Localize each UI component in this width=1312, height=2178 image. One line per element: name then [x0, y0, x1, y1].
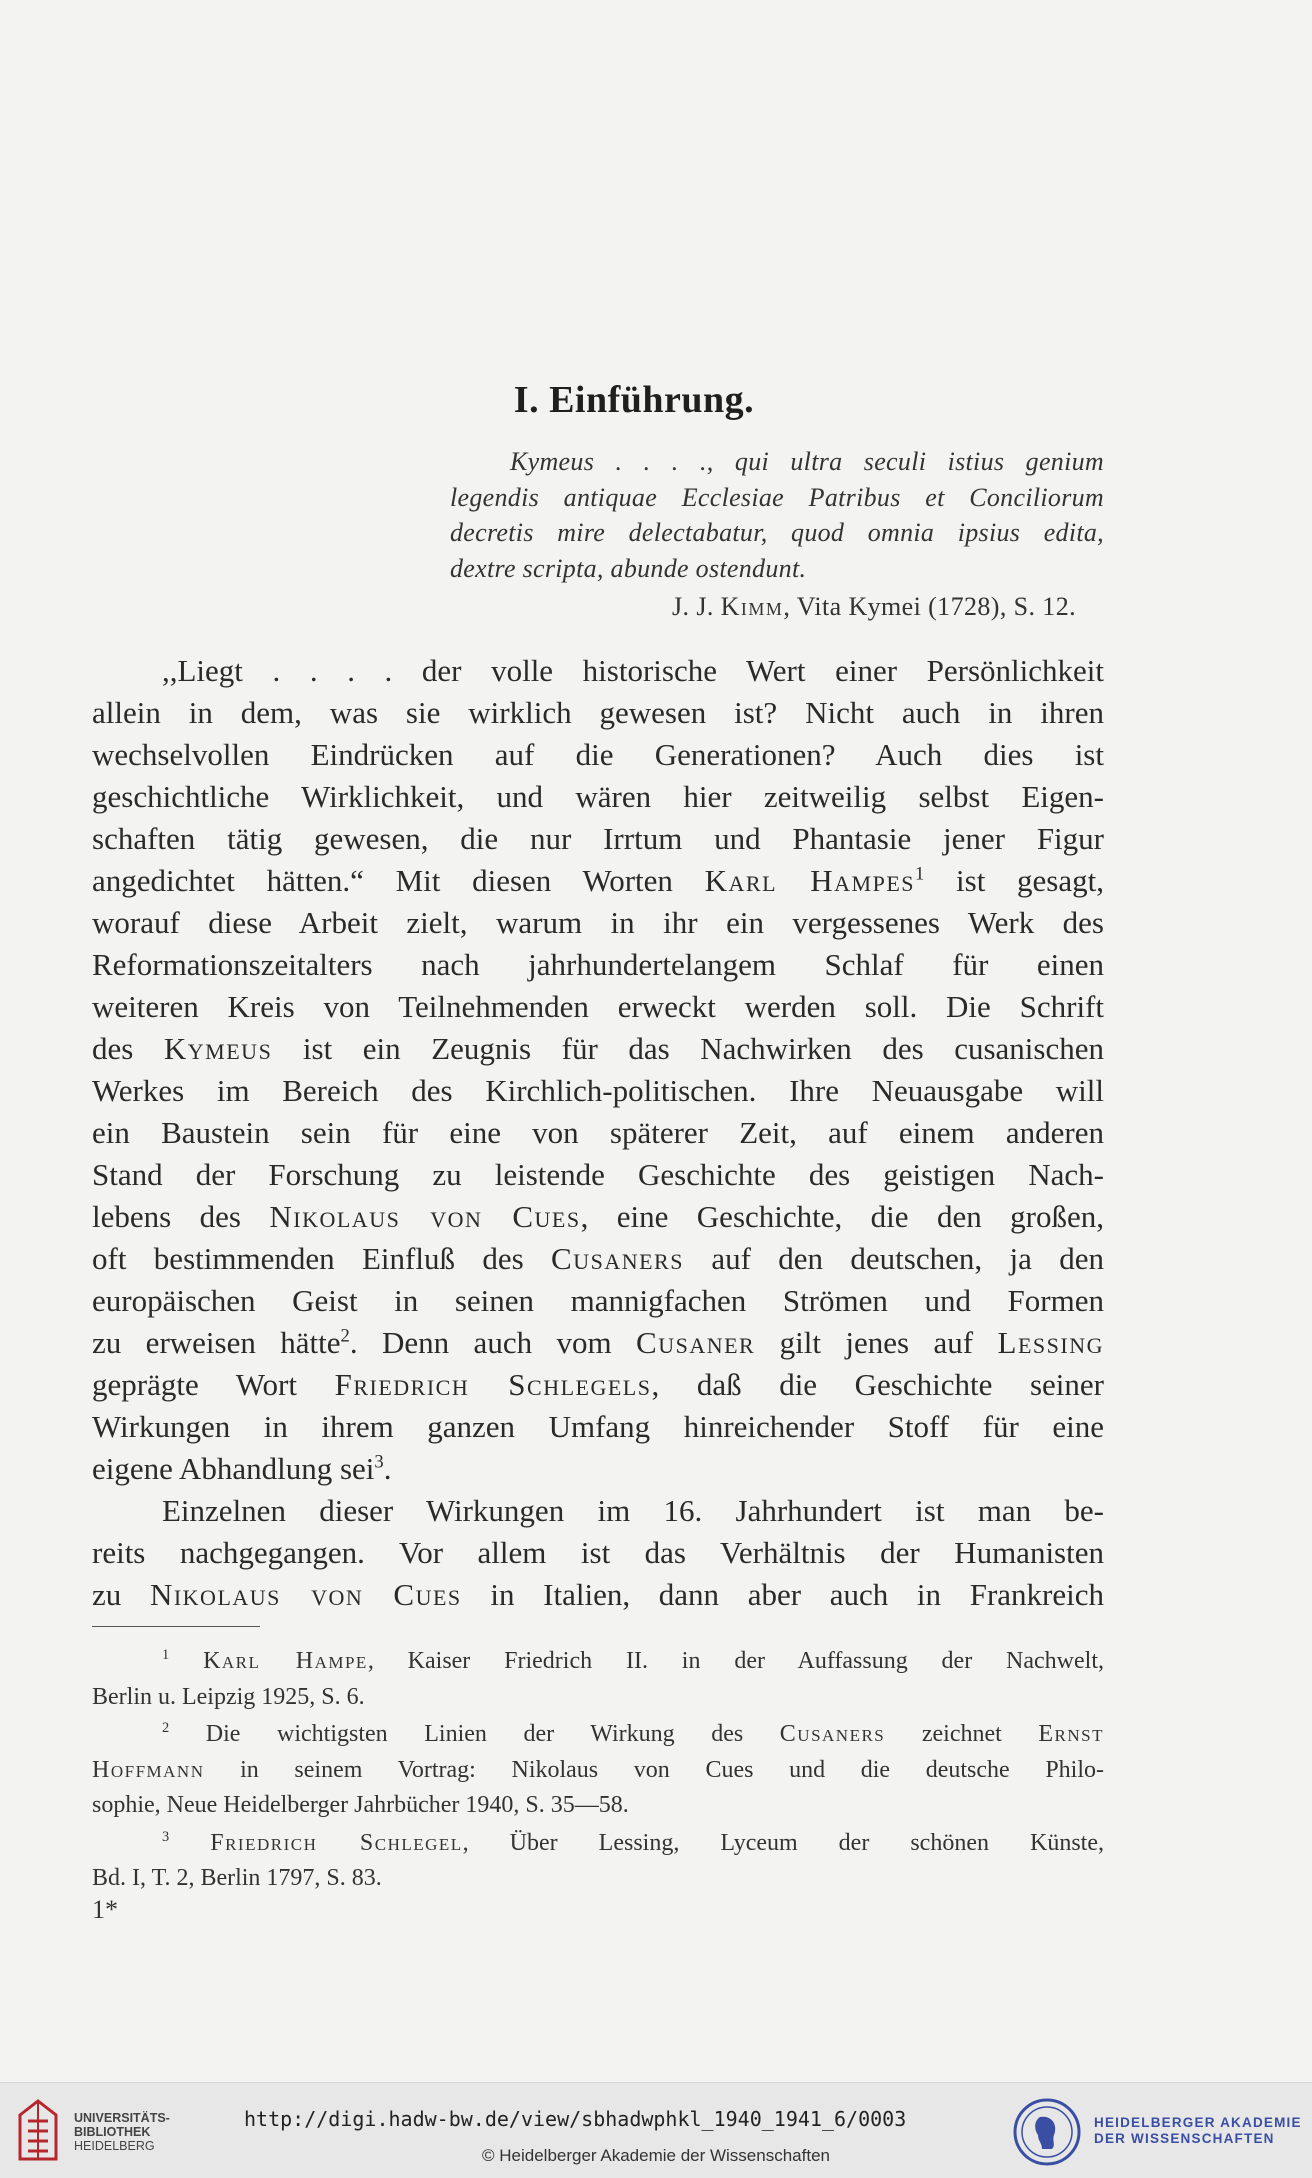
text-line [92, 1238, 1104, 1280]
footnote-number: 1 [162, 1647, 170, 1663]
text-line: allein in dem, was sie wirklich gewesen ist? Nicht auch in ihren [92, 695, 1104, 730]
text-line [92, 1196, 1104, 1238]
author-name: Friedrich Schlegel [210, 1829, 463, 1856]
text-line [92, 1448, 1104, 1490]
text-fragment: zeichnet [885, 1721, 1039, 1747]
footnote-separator [92, 1626, 260, 1627]
footnote-ref: 2 [340, 1325, 350, 1347]
text-line [92, 1028, 1104, 1070]
author-name: Lessing [997, 1325, 1104, 1360]
text-fragment: . Denn auch vom [349, 1325, 637, 1360]
footnote-ref: 3 [374, 1451, 384, 1473]
text-fragment: , Kaiser Friedrich II. in der Auffassung der Nachwelt, [367, 1648, 1104, 1674]
text-fragment: oft bestimmenden Einfluß des [92, 1241, 552, 1276]
text-fragment: zu [92, 1577, 150, 1612]
motto-line: decretis mire delectabatur, quod omnia ipsius edita, [450, 518, 1104, 547]
footnote-number: 2 [162, 1720, 170, 1736]
text-line: Reformationszeitalters nach jahrhundertelangem Schlaf für einen [92, 947, 1104, 982]
chapter-heading: I. Einführung. [513, 379, 755, 421]
signature-mark: 1* [92, 1895, 118, 1924]
author-name: Nikolaus von Cues [149, 1577, 462, 1612]
footnote-line [92, 1717, 1104, 1753]
text-line: ,,Liegt . . . . der volle historische Wert einer Persönlichkeit [162, 653, 1104, 688]
text-fragment: in seinem Vortrag: Nikolaus von Cues und die deutsche Philo- [204, 1756, 1104, 1783]
text-line: Werkes im Bereich des Kirchlich-politischen. Ihre Neuausgabe will [92, 1073, 1104, 1108]
footnote-line: sophie, Neue Heidelberger Jahrbücher 1940, S. 35—58. [92, 1792, 629, 1818]
text-line: wechselvollen Eindrücken auf die Generationen? Auch dies ist [92, 737, 1104, 772]
author-name: Cusaners [551, 1241, 684, 1276]
author-name: Cusaner [636, 1325, 756, 1360]
author-name: Cusaners [779, 1721, 886, 1747]
text-line: Wirkungen in ihrem ganzen Umfang hinreichender Stoff für eine [92, 1409, 1104, 1444]
author-name: Friedrich Schlegels [334, 1367, 652, 1402]
author-name: Ernst [1038, 1721, 1104, 1747]
attribution-source: , Vita Kymei (1728), S. 12. [783, 592, 1076, 621]
academy-name[interactable] [1094, 2115, 1302, 2147]
academy-line: HEIDELBERGER AKADEMIE [1094, 2115, 1302, 2130]
text-fragment: , eine Geschichte, die den großen, [580, 1199, 1104, 1234]
motto-line: Kymeus . . . ., qui ultra seculi istius genium [510, 447, 1104, 476]
attribution-prefix: J. J. [672, 592, 721, 621]
motto-line: legendis antiquae Ecclesiae Patribus et Conciliorum [450, 482, 1104, 512]
footnote-line [92, 1753, 1104, 1789]
text-fragment: ist ein Zeugnis für das Nachwirken des cusanischen [272, 1031, 1105, 1066]
academy-line: DER WISSENSCHAFTEN [1094, 2131, 1275, 2146]
viewer-footer [0, 2082, 1312, 2178]
author-name: Hoffmann [92, 1756, 205, 1783]
text-fragment: , daß die Geschichte seiner [651, 1367, 1104, 1402]
text-line [92, 860, 1104, 902]
latin-motto [450, 444, 1104, 586]
footnote-line [92, 1826, 1104, 1862]
text-fragment: auf den deutschen, ja den [683, 1241, 1104, 1276]
text-line: ein Baustein sein für eine von späterer Zeit, auf einem anderen [92, 1115, 1104, 1150]
author-name: Kymeus [163, 1031, 273, 1066]
motto-line: dextre scripta, abunde ostendunt. [450, 553, 807, 583]
text-fragment: Die wichtigsten Linien der Wirkung des [169, 1721, 780, 1747]
footnote-line [92, 1644, 1104, 1680]
text-line: europäischen Geist in seinen mannigfachen Strömen und Formen [92, 1283, 1104, 1318]
text-line: weiteren Kreis von Teilnehmenden erweckt werden soll. Die Schrift [92, 989, 1104, 1024]
text-fragment: gilt jenes auf [755, 1325, 998, 1360]
text-fragment: lebens des [92, 1199, 270, 1234]
permalink-url[interactable]: http://digi.hadw-bw.de/view/sbhadwphkl_1940_1941_6/0003 [244, 2107, 907, 2131]
text-fragment: in Italien, dann aber auch in Frankreich [461, 1577, 1105, 1612]
text-line: reits nachgegangen. Vor allem ist das Verhältnis der Humanisten [92, 1535, 1104, 1570]
text-fragment: ist gesagt, [924, 863, 1104, 898]
text-line: Stand der Forschung zu leistende Geschichte des geistigen Nach- [92, 1157, 1104, 1192]
author-name: Nikolaus von Cues [269, 1199, 581, 1234]
ub-line: BIBLIOTHEK [74, 2125, 151, 2139]
ub-line: HEIDELBERG [74, 2139, 155, 2153]
footnotes [92, 1644, 1104, 1897]
text-fragment: . [383, 1451, 392, 1486]
text-line: worauf diese Arbeit zielt, warum in ihr ein vergessenes Werk des [92, 905, 1104, 940]
text-fragment: eigene Abhandlung sei [92, 1451, 375, 1486]
copyright-notice: © Heidelberger Akademie der Wissenschaften [482, 2146, 830, 2165]
text-line: Einzelnen dieser Wirkungen im 16. Jahrhundert ist man be- [162, 1493, 1104, 1528]
footnote-line: Bd. I, T. 2, Berlin 1797, S. 83. [92, 1865, 382, 1891]
text-line [92, 1574, 1104, 1616]
body-text [92, 650, 1104, 1616]
attribution-author: Kimm [720, 592, 784, 621]
footnote-ref: 1 [915, 863, 925, 885]
footnote-line: Berlin u. Leipzig 1925, S. 6. [92, 1683, 365, 1710]
text-fragment: , Über Lessing, Lyceum der schönen Künste, [462, 1829, 1104, 1856]
author-name: Karl Hampe [203, 1648, 368, 1674]
text-line: geschichtliche Wirklichkeit, und wären hier zeitweilig selbst Eigen- [92, 779, 1104, 814]
footnote-number: 3 [162, 1828, 170, 1845]
text-fragment: geprägte Wort [92, 1367, 335, 1402]
text-fragment: zu erweisen hätte [92, 1325, 341, 1360]
author-name: Karl Hampes [704, 863, 915, 898]
text-line [92, 1322, 1104, 1364]
text-line: schaften tätig gewesen, die nur Irrtum und Phantasie jener Figur [92, 821, 1104, 856]
ub-line: UNIVERSITÄTS- [74, 2111, 170, 2125]
text-line [92, 1364, 1104, 1406]
text-fragment: des [92, 1031, 164, 1066]
academy-seal-icon[interactable] [1012, 2097, 1082, 2167]
text-fragment: angedichtet hätten.“ Mit diesen Worten [92, 863, 705, 898]
motto-attribution [450, 592, 1076, 622]
